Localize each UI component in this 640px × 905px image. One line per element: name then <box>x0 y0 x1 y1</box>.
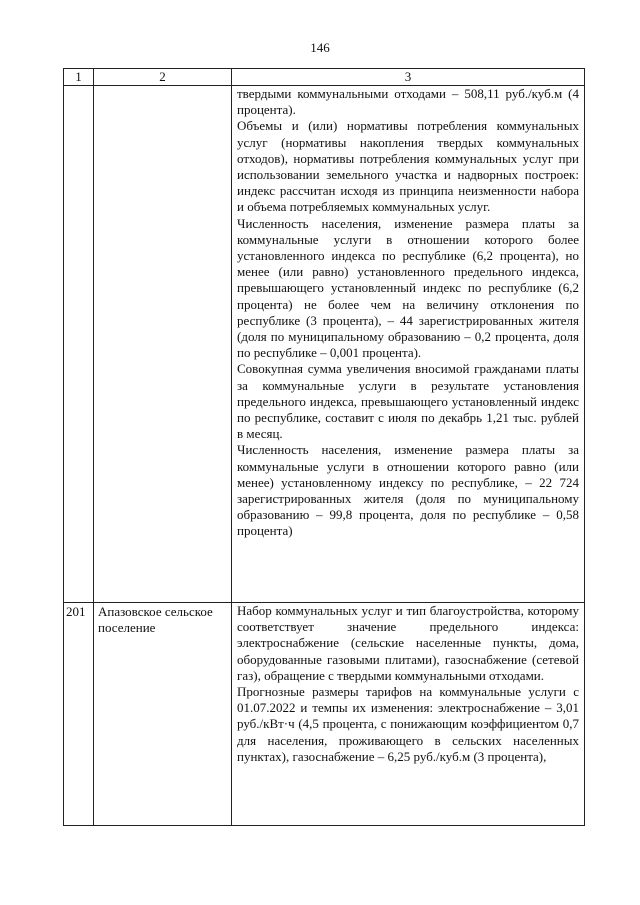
content-paragraph: Численность населения, изменение размера платы за коммунальные услуги в отношении которого равно (или менее) установленному индексу по республике, – 22 724 зарегистрированных жителя (доля по муниципальному образованию – 99,8 процента, доля по республике – 0,58 процента) <box>237 442 579 539</box>
row-201-content <box>232 603 584 825</box>
content-paragraph: Численность населения, изменение размера платы за коммунальные услуги в отношении которого более установленного индекса по республике (6,2 процента), но менее (или равно) установленного предельного индекса, превышающего установленный индекс по республике (6,2 процента) не более чем на величину отклонения по республике (3 процента), – 44 зарегистрированных жителя (доля по муниципальному образованию – 0,2 процента, доля по республике – 0,001 процента). <box>237 215 579 361</box>
document-table <box>63 68 585 826</box>
continuation-row-content <box>232 86 584 603</box>
column-header-name: 2 <box>94 69 232 86</box>
content-paragraph: Объемы и (или) нормативы потребления коммунальных услуг (нормативы накопления твердых коммунальных отходов), нормативы потребления коммунальных услуг при использовании земельного участка и надворных построек: индекс рассчитан исходя из принципа неизменности набора и объема потребляемых коммунальных услуг. <box>237 118 579 215</box>
row-201-name: Апазовское сельское поселение <box>94 603 232 825</box>
row-201-number: 201 <box>64 603 94 825</box>
content-paragraph: твердыми коммунальными отходами – 508,11 руб./куб.м (4 процента). <box>237 86 579 118</box>
column-header-content: 3 <box>232 69 584 86</box>
content-paragraph: Прогнозные размеры тарифов на коммунальные услуги с 01.07.2022 и темпы их изменения: электроснабжение – 3,01 руб./кВт·ч (4,5 процента, с понижающим коэффициентом 0,7 для населения, проживающего в сельских населенных пунктах), газоснабжение – 6,25 руб./куб.м (3 процента), <box>237 684 579 764</box>
continuation-row-name <box>94 86 232 603</box>
continuation-row-number <box>64 86 94 603</box>
content-paragraph: Набор коммунальных услуг и тип благоустройства, которому соответствует значение предельного индекса: электроснабжение (сельские населенные пункты, дома, оборудованные газовыми плитами), газоснабжение (сетевой газ), обращение с твердыми коммунальными отходами. <box>237 603 579 683</box>
column-header-number: 1 <box>64 69 94 86</box>
content-paragraph: Совокупная сумма увеличения вносимой гражданами платы за коммунальные услуги в результате установления предельного индекса, превышающего установленный индекс по республике, составит с июля по декабрь 1,21 тыс. рублей в месяц. <box>237 361 579 442</box>
page-number: 146 <box>310 40 330 55</box>
